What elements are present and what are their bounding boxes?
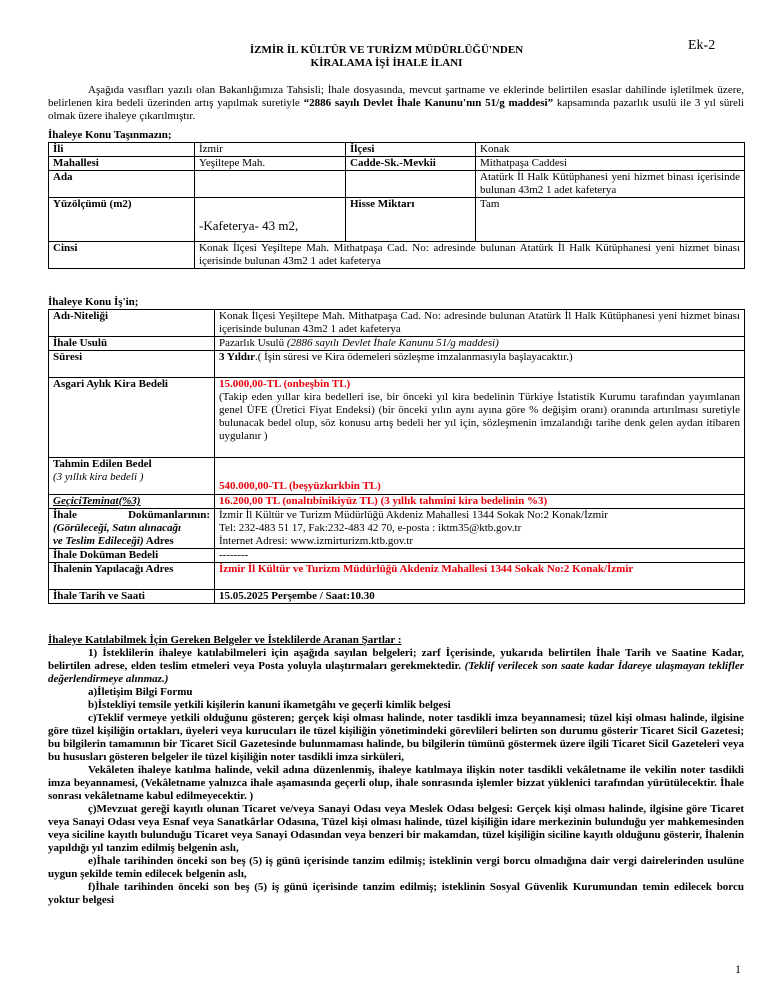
adi-value: Konak İlçesi Yeşiltepe Mah. Mithatpaşa Cad. No: adresinde bulunan Atatürk İl Halk Kütüphanesi yeni hizmet binası içerisinde bulunan 43m2 1 adet kafeterya xyxy=(215,310,745,337)
ada-empty-2 xyxy=(346,171,476,198)
teminat-label: GeçiciTeminat(%3) xyxy=(49,495,215,509)
annex-label: Ek-2 xyxy=(688,38,716,53)
il-value: İzmir xyxy=(195,143,346,157)
dokuman-label-line1 xyxy=(53,509,210,522)
condition-a: a)İletişim Bilgi Formu xyxy=(88,686,193,698)
usul-note: (2886 sayılı Devlet İhale Kanunu 51/g maddesi) xyxy=(286,337,499,349)
table-row xyxy=(49,509,745,549)
yuzolcumu-value: -Kafeterya- 43 m2, xyxy=(195,198,346,242)
condition-1-text: 1) İsteklilerin ihaleye katılabilmeleri için aşağıda sayılan belgeleri; zarf İçerisinde, yukarıda belirtilen İhale Tarih ve Saatine Kadar, belirtilen adrese, elden teslim etmeleri veya Posta yoluyla ulaştırmaları gerekmektedir. xyxy=(48,647,744,672)
ada-empty-1 xyxy=(195,171,346,198)
suresi-rest: .( İşin süresi ve Kira ödemeleri sözleşme imzalanmasıyla başlayacaktır.) xyxy=(254,351,573,363)
cinsi-value: Konak İlçesi Yeşiltepe Mah. Mithatpaşa Cad. No: adresinde bulunan Atatürk İl Halk Kütüphanesi yeni hizmet binası içerisinde bulunan 43m2 1 adet kafeterya xyxy=(195,242,745,269)
work-section-label: İhaleye Konu İş'in; xyxy=(48,296,139,308)
adi-label: Adı-Niteliği xyxy=(49,310,215,337)
usul-label: İhale Usulü xyxy=(49,337,215,351)
asgari-label: Asgari Aylık Kira Bedeli xyxy=(49,378,215,458)
mahalle-label: Mahallesi xyxy=(49,157,195,171)
yer-label: İhalenin Yapılacağı Adres xyxy=(49,563,215,590)
usul-value: Pazarlık Usulü xyxy=(219,337,285,349)
tahmin-label: Tahmin Edilen Bedel xyxy=(53,458,152,470)
condition-b: b)İstekliyi temsile yetkili kişilerin kanuni ikametgâhı ve geçerli kimlik belgesi xyxy=(88,699,451,711)
tahmin-sub: (3 yıllık kira bedeli ) xyxy=(53,471,144,483)
dokuman-label-line3 xyxy=(53,535,210,548)
asgari-cell xyxy=(215,378,745,458)
dokuman-label-1: İhale xyxy=(53,509,77,521)
table-row xyxy=(49,495,745,509)
teminat-value: 16.200,00 TL (onaltıbinikiyüz TL) (3 yıllık tahmini kira bedelinin %3) xyxy=(215,495,745,509)
cadde-label: Cadde-Sk.-Mevkii xyxy=(346,157,476,171)
table-row xyxy=(49,351,745,378)
property-table xyxy=(48,142,745,269)
dokuman-label-3b: Adres xyxy=(143,535,174,547)
dokuman-line1: İzmir İl Kültür ve Turizm Müdürlüğü Akdeniz Mahallesi 1344 Sokak No:2 Konak/İzmir xyxy=(219,509,608,521)
cinsi-label: Cinsi xyxy=(49,242,195,269)
table-row xyxy=(49,143,745,157)
conditions-heading: İhaleye Katılabilmek İçin Gereken Belgeler ve İsteklilerde Aranan Şartlar : xyxy=(48,634,402,646)
intro-plain: Aşağıda vasıfları yazılı olan Bakanlığımıza Tahsisli; İhale dosyasında, mevcut şartname ve eklerinde belirtilen esaslar dahilinde işletilmek üzere, belirlenen kira bedeli üzerinden artış yapılmak suretiyle xyxy=(48,84,744,109)
usul-cell xyxy=(215,337,745,351)
title-line-2: KİRALAMA İŞİ İHALE İLANI xyxy=(310,57,463,69)
suresi-label: Süresi xyxy=(49,351,215,378)
table-row xyxy=(49,458,745,495)
intro-law-reference: “2886 sayılı Devlet İhale Kanunu'nın 51/g maddesi” xyxy=(303,97,554,109)
dokuman-line3: İnternet Adresi: www.izmirturizm.ktb.gov.tr xyxy=(219,535,414,547)
cadde-value: Mithatpaşa Caddesi xyxy=(476,157,745,171)
suresi-bold: 3 Yıldır xyxy=(219,351,255,363)
asgari-value: 15.000,00-TL (onbeşbin TL) xyxy=(219,378,351,390)
intro-paragraph xyxy=(48,84,744,123)
ada-label: Ada xyxy=(49,171,195,198)
table-row xyxy=(49,590,745,604)
table-row xyxy=(49,549,745,563)
title-line-1: İZMİR İL KÜLTÜR VE TURİZM MÜDÜRLÜĞÜ'NDEN xyxy=(249,44,524,56)
table-row xyxy=(49,242,745,269)
condition-f: f)İhale tarihinden önceki son beş (5) iş günü içerisinde tanzim edilmiş; isteklinin Sosyal Güvenlik Kurumundan temin edilecek borcu yoktur belgesi xyxy=(48,881,744,906)
condition-c: c)Teklif vermeye yetkili olduğunu gösteren; gerçek kişi olması halinde, noter tasdikli imza beyannamesi; tüzel kişi olması halinde, ilgisine göre tüzel kişiliğin ortakları, üyeleri veya kurucuları ile tüzel kişiliğin yönetimindeki görevlileri belirten son durumu gösterir Ticaret Sicil Gazetesi; bu bilgilerin tamamının bir Ticaret Sicil Gazetesinde bulunmaması halinde, bu bilgilerin tümünü göstermek üzere ilgili Ticaret Sicil Gazeteleri veya bu hususları gösteren belgeler ile tüzel kişiliğin noter tasdikli imza sirküleri, xyxy=(48,712,744,763)
tarih-label: İhale Tarih ve Saati xyxy=(49,590,215,604)
dokuman-bedeli-value: -------- xyxy=(215,549,745,563)
table-row xyxy=(49,157,745,171)
table-row xyxy=(49,198,745,242)
yuzolcumu-label: Yüzölçümü (m2) xyxy=(49,198,195,242)
hisse-label: Hisse Miktarı xyxy=(346,198,476,242)
mahalle-value: Yeşiltepe Mah. xyxy=(195,157,346,171)
table-row xyxy=(49,310,745,337)
ilce-label: İlçesi xyxy=(346,143,476,157)
dokuman-label-3: ve Teslim Edileceği) xyxy=(53,535,144,547)
dokuman-label-2: (Görüleceği, Satın alınacağı xyxy=(53,522,182,534)
il-label: İli xyxy=(49,143,195,157)
condition-vekalet: Vekâleten ihaleye katılma halinde, vekil adına düzenlenmiş, ihaleye katılmaya ilişkin noter tasdikli vekâletname ile vekilin noter tasdikli imza beyannamesi, (Vekâletname yalnızca ihale aşamasında geçerli olup, ihale sonrasında işlemler bizzat yüklenici tarafından yürütülecektir. İhale sonrası vekâletname kabul edilmeyecektir. ) xyxy=(48,764,744,802)
page-number: 1 xyxy=(735,962,741,976)
dokuman-label-cell xyxy=(49,509,215,549)
suresi-cell xyxy=(215,351,745,378)
table-row xyxy=(49,563,745,590)
asgari-note: (Takip eden yıllar kira bedelleri ise, bir önceki yıl kira bedelinin Türkiye İstatistik Kurumu tarafından yayımlanan genel ÜFE (Üretici Fiyat Endeksi) (bir önceki yılın aynı ayına göre % değişim oranı) oranında artırılması suretiyle bulunacak bedel olup, söz konusu artış bedeli her yıl için, sözleşmenin imzalandığı tarihe denk gelen aydan itibaren uygulanır ) xyxy=(219,391,740,442)
ilce-value: Konak xyxy=(476,143,745,157)
dokuman-bedeli-label: İhale Doküman Bedeli xyxy=(49,549,215,563)
condition-e: e)İhale tarihinden önceki son beş (5) iş günü içerisinde tanzim edilmiş; isteklinin vergi borcu olmadığına dair vergi dairelerinden usulüne uygun şekilde temin edilecek belgenin aslı, xyxy=(48,855,744,880)
table-row xyxy=(49,378,745,458)
tarih-value: 15.05.2025 Perşembe / Saat:10.30 xyxy=(215,590,745,604)
condition-1 xyxy=(48,647,744,686)
table-row xyxy=(49,337,745,351)
hisse-value: Tam xyxy=(476,198,745,242)
work-table xyxy=(48,309,745,604)
dokuman-label-1b: Dokümanlarının: xyxy=(128,509,210,521)
intro-tail: kapsamında pazarlık usulü ile 3 yıl süreli olmak üzere ihaleye çıkarılmıştır. xyxy=(48,97,744,122)
dokuman-cell xyxy=(215,509,745,549)
yer-value: İzmir İl Kültür ve Turizm Müdürlüğü Akdeniz Mahallesi 1344 Sokak No:2 Konak/İzmir xyxy=(215,563,745,590)
tahmin-label-cell xyxy=(49,458,215,495)
ada-value: Atatürk İl Halk Kütüphanesi yeni hizmet binası içerisinde bulunan 43m2 1 adet kafeterya xyxy=(476,171,745,198)
dokuman-line2: Tel: 232-483 51 17, Fak:232-483 42 70, e-posta : iktm35@ktb.gov.tr xyxy=(219,522,522,534)
condition-cc: ç)Mevzuat gereği kayıtlı olunan Ticaret ve/veya Sanayi Odası veya Meslek Odası belgesi: Gerçek kişi olması halinde, ilgisine göre Ticaret veya Sanayi Odası veya Esnaf veya Sanatkârlar Odasına, Tüzel kişi olması halinde, tüzel kişiliğin idare merkezinin bulunduğu yer mahkemesinden veya siciline kayıtlı bulunduğu Ticaret veya Sanayi Odasından veya benzeri bir makamdan, tüzel kişiliğin siciline kayıtlı olduğunu gösterir, İhalenin yapıldığı yıl tanzim edilmiş belgenin aslı, xyxy=(48,803,744,854)
table-row xyxy=(49,171,745,198)
condition-1-italic: (Teklif verilecek son saate kadar İdareye ulaşmayan teklifler değerlendirmeye alınmaz.) xyxy=(48,660,744,685)
property-section-label: İhaleye Konu Taşınmazın; xyxy=(48,129,172,141)
tahmin-value: 540.000,00-TL (beşyüzkırkbin TL) xyxy=(215,458,745,495)
conditions-section xyxy=(48,634,744,907)
